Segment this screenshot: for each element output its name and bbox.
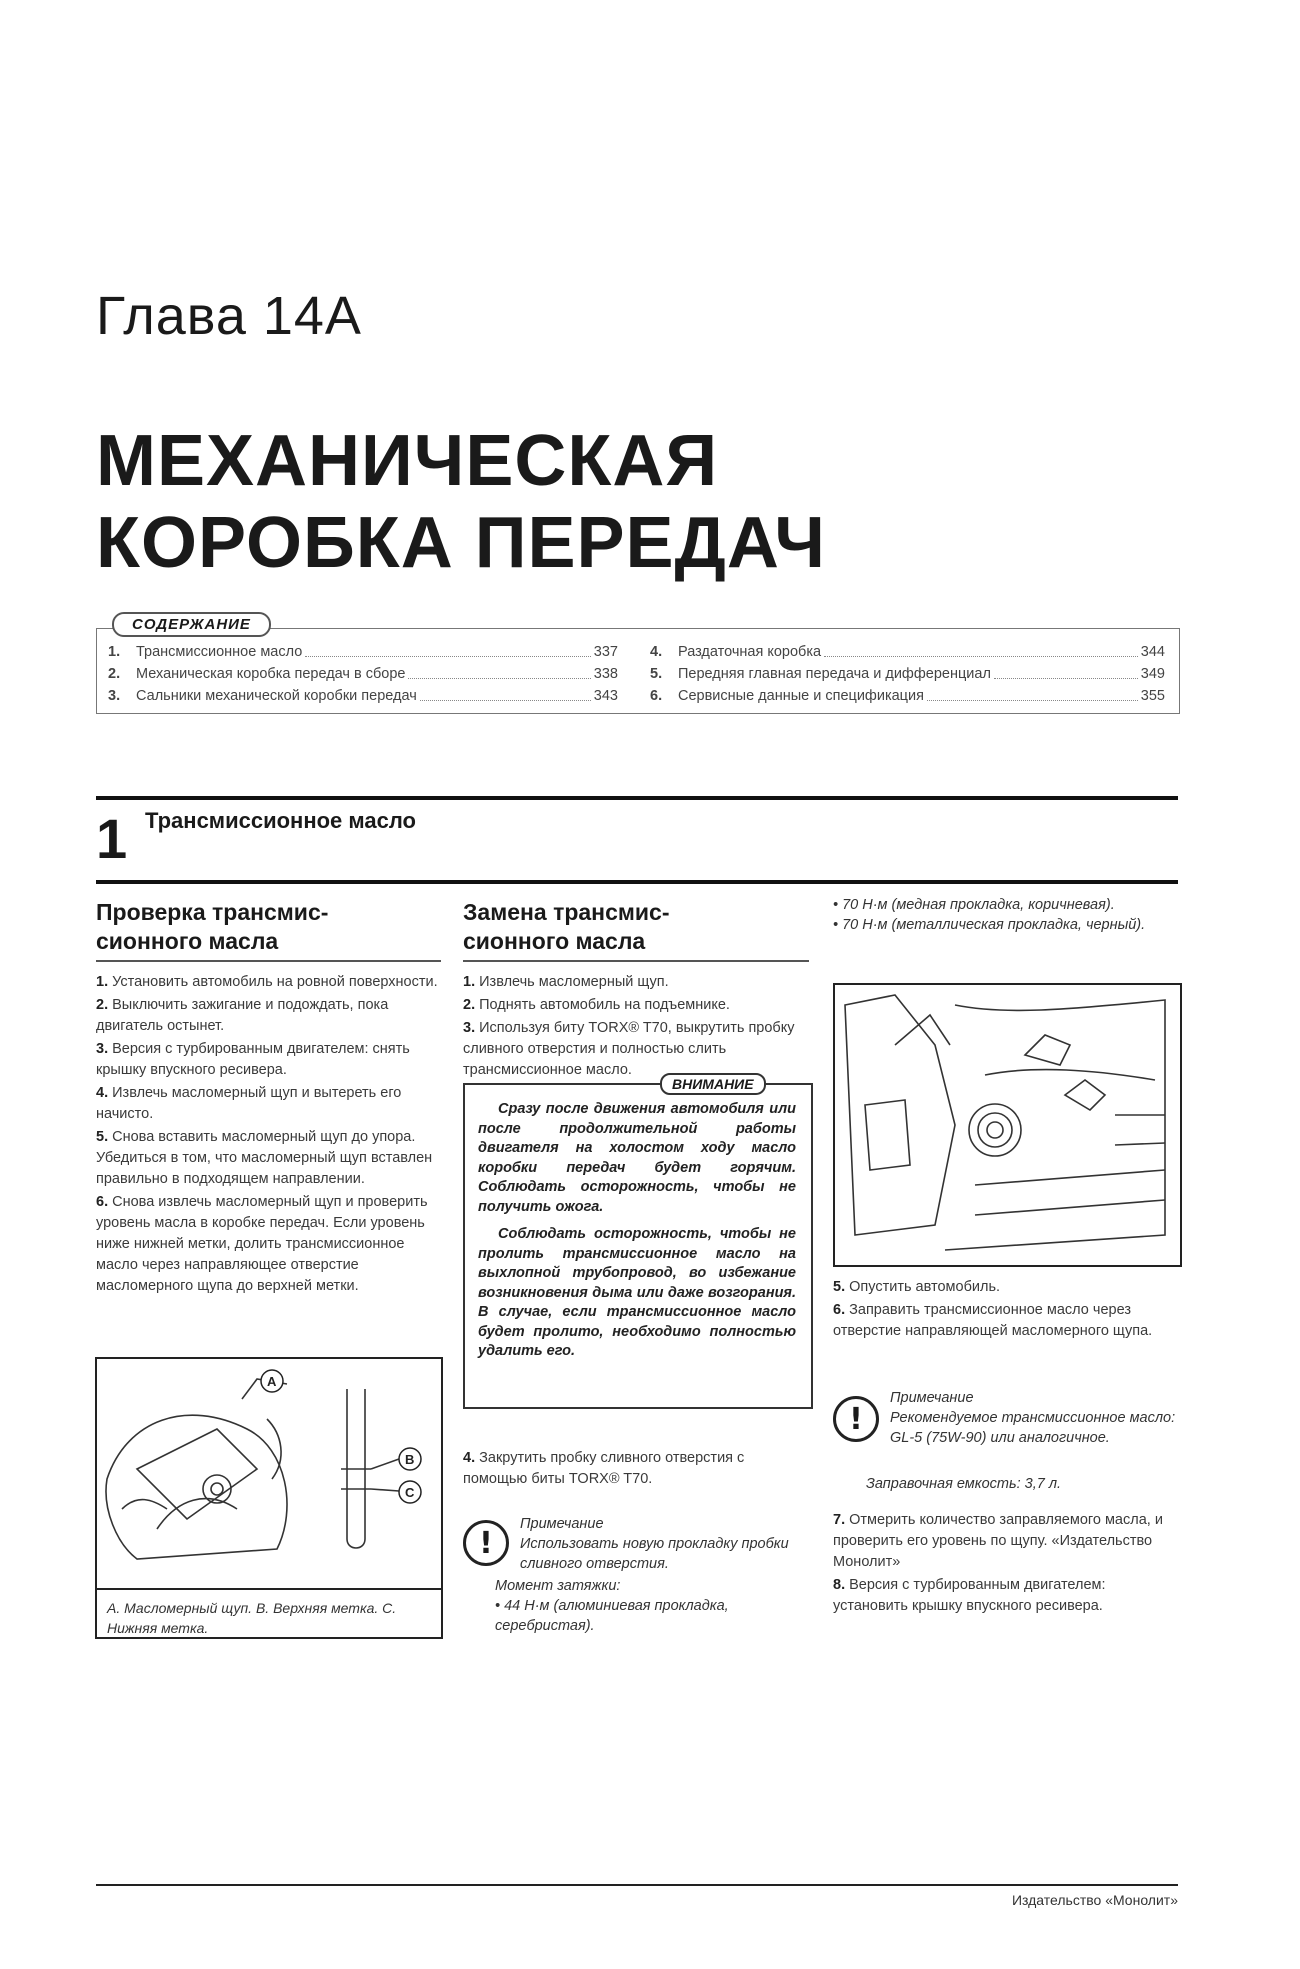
toc-row[interactable]: 4. Раздаточная коробка 344 [650, 641, 1165, 663]
step-item: 8. Версия с турбированным двигателем: установить крышку впускного ресивера. [833, 1577, 1106, 1614]
step-item: 5. Снова вставить масломерный щуп до упора. Убедиться в том, что масломерный щуп вставлен правильно в подходящем направлении. [96, 1129, 433, 1187]
column-3-steps-b [833, 1510, 1178, 1619]
dipstick-figure [95, 1357, 443, 1639]
column-2-torque [495, 1576, 810, 1636]
torque-label: Момент затяжки: [495, 1578, 621, 1594]
note-label: Примечание [890, 1390, 974, 1406]
step-item: 5. Опустить автомобиль. [833, 1279, 1001, 1295]
callout-b-label: B [405, 1452, 415, 1467]
warning-paragraph: Соблюдать осторожность, чтобы не пролить трансмиссионное масло на выхлопной трубопровод, во избежание возникновения дыма или даже возгорания. В случае, если трансмиссионное масло будет пролито, необходимо полностью удалить его. [478, 1226, 796, 1359]
torque-item: • 70 Н·м (медная прокладка, коричневая). [833, 897, 1115, 913]
section-title: Трансмиссионное масло [145, 808, 416, 833]
warning-paragraph: Сразу после движения автомобиля или после продолжительной работы двигателя на холостом ходу масло коробки передач будет горячим. Соблюдать осторожность, чтобы не получить ожога. [478, 1101, 796, 1215]
footer-rule [96, 1884, 1178, 1886]
toc-row[interactable]: 6. Сервисные данные и спецификация 355 [650, 685, 1165, 707]
step-item: 3. Версия с турбированным двигателем: снять крышку впускного ресивера. [96, 1041, 410, 1078]
step-item: 4. Закрутить пробку сливного отверстия с помощью биты TORX® T70. [463, 1450, 745, 1487]
column-1 [96, 898, 441, 1299]
warning-tag: ВНИМАНИЕ [660, 1073, 766, 1095]
column-3-torque-list [833, 895, 1178, 935]
section-bottom-rule [96, 880, 1178, 884]
step-item: 6. Снова извлечь масломерный щуп и проверить уровень масла в коробке передач. Если уровень ниже нижней метки, долить трансмиссионное масло через направляющее отверстие масломерного щупа до верхней метки. [96, 1194, 428, 1294]
publisher-footer: Издательство «Монолит» [1011, 1892, 1178, 1908]
drain-plug-illustration [835, 985, 1180, 1265]
column-2 [463, 898, 809, 1083]
torque-item: • 70 Н·м (металлическая прокладка, черный). [833, 917, 1146, 933]
column-3-note [890, 1388, 1178, 1448]
note-exclamation-icon: ! [463, 1520, 509, 1566]
toc-row[interactable]: 2. Механическая коробка передач в сборе 338 [108, 663, 618, 685]
column-2-heading: Замена трансмис- сионного масла [463, 898, 809, 962]
callout-c-label: C [405, 1485, 415, 1500]
step-item: 3. Используя биту TORX® T70, выкрутить пробку сливного отверстия и полностью слить трансмиссионное масло. [463, 1020, 795, 1078]
step-item: 2. Выключить зажигание и подождать, пока двигатель остынет. [96, 997, 389, 1034]
toc-row[interactable]: 5. Передняя главная передача и дифференциал 349 [650, 663, 1165, 685]
torque-item: • 44 Н·м (алюминиевая прокладка, серебристая). [495, 1598, 729, 1634]
step-item: 1. Установить автомобиль на ровной поверхности. [96, 974, 438, 990]
column-2-steps [463, 972, 809, 1081]
note-body: Использовать новую прокладку пробки сливного отверстия. [520, 1536, 789, 1572]
step-item: 7. Отмерить количество заправляемого масла, и проверить его уровень по щупу. «Издательство Монолит» [833, 1512, 1163, 1570]
chapter-label: Глава 14А [96, 286, 362, 346]
step-item: 6. Заправить трансмиссионное масло через отверстие направляющей масломерного щупа. [833, 1302, 1153, 1339]
contents-right-column [650, 641, 1165, 707]
drain-plug-figure [833, 983, 1182, 1267]
step-item: 4. Извлечь масломерный щуп и вытереть его начисто. [96, 1085, 402, 1122]
column-1-heading: Проверка трансмис- сионного масла [96, 898, 441, 962]
note-body: Рекомендуемое трансмиссионное масло: GL-5 (75W-90) или аналогичное. [890, 1410, 1176, 1446]
toc-row[interactable]: 3. Сальники механической коробки передач 343 [108, 685, 618, 707]
column-3-steps-a [833, 1277, 1178, 1344]
title-line-1: МЕХАНИЧЕСКАЯ [96, 421, 719, 501]
title-line-2: КОРОБКА ПЕРЕДАЧ [96, 503, 826, 583]
column-2-step-4 [463, 1448, 809, 1492]
toc-row[interactable]: 1. Трансмиссионное масло 337 [108, 641, 618, 663]
contents-left-column [108, 641, 618, 707]
capacity-text: Заправочная емкость: 3,7 л. [866, 1476, 1062, 1492]
page-title [96, 420, 826, 584]
contents-heading: СОДЕРЖАНИЕ [112, 612, 271, 637]
step-item: 1. Извлечь масломерный щуп. [463, 974, 669, 990]
column-2-note [520, 1514, 810, 1574]
dipstick-figure-caption: A. Масломерный щуп. B. Верхняя метка. C. Нижняя метка. [97, 1588, 441, 1646]
column-1-steps [96, 972, 441, 1297]
note-exclamation-icon: ! [833, 1396, 879, 1442]
dipstick-illustration [97, 1359, 441, 1569]
step-item: 2. Поднять автомобиль на подъемнике. [463, 997, 730, 1013]
note-label: Примечание [520, 1516, 604, 1532]
section-number: 1 [96, 807, 128, 870]
warning-text [478, 1100, 796, 1370]
section-top-rule [96, 796, 1178, 800]
callout-a-label: A [267, 1374, 277, 1389]
